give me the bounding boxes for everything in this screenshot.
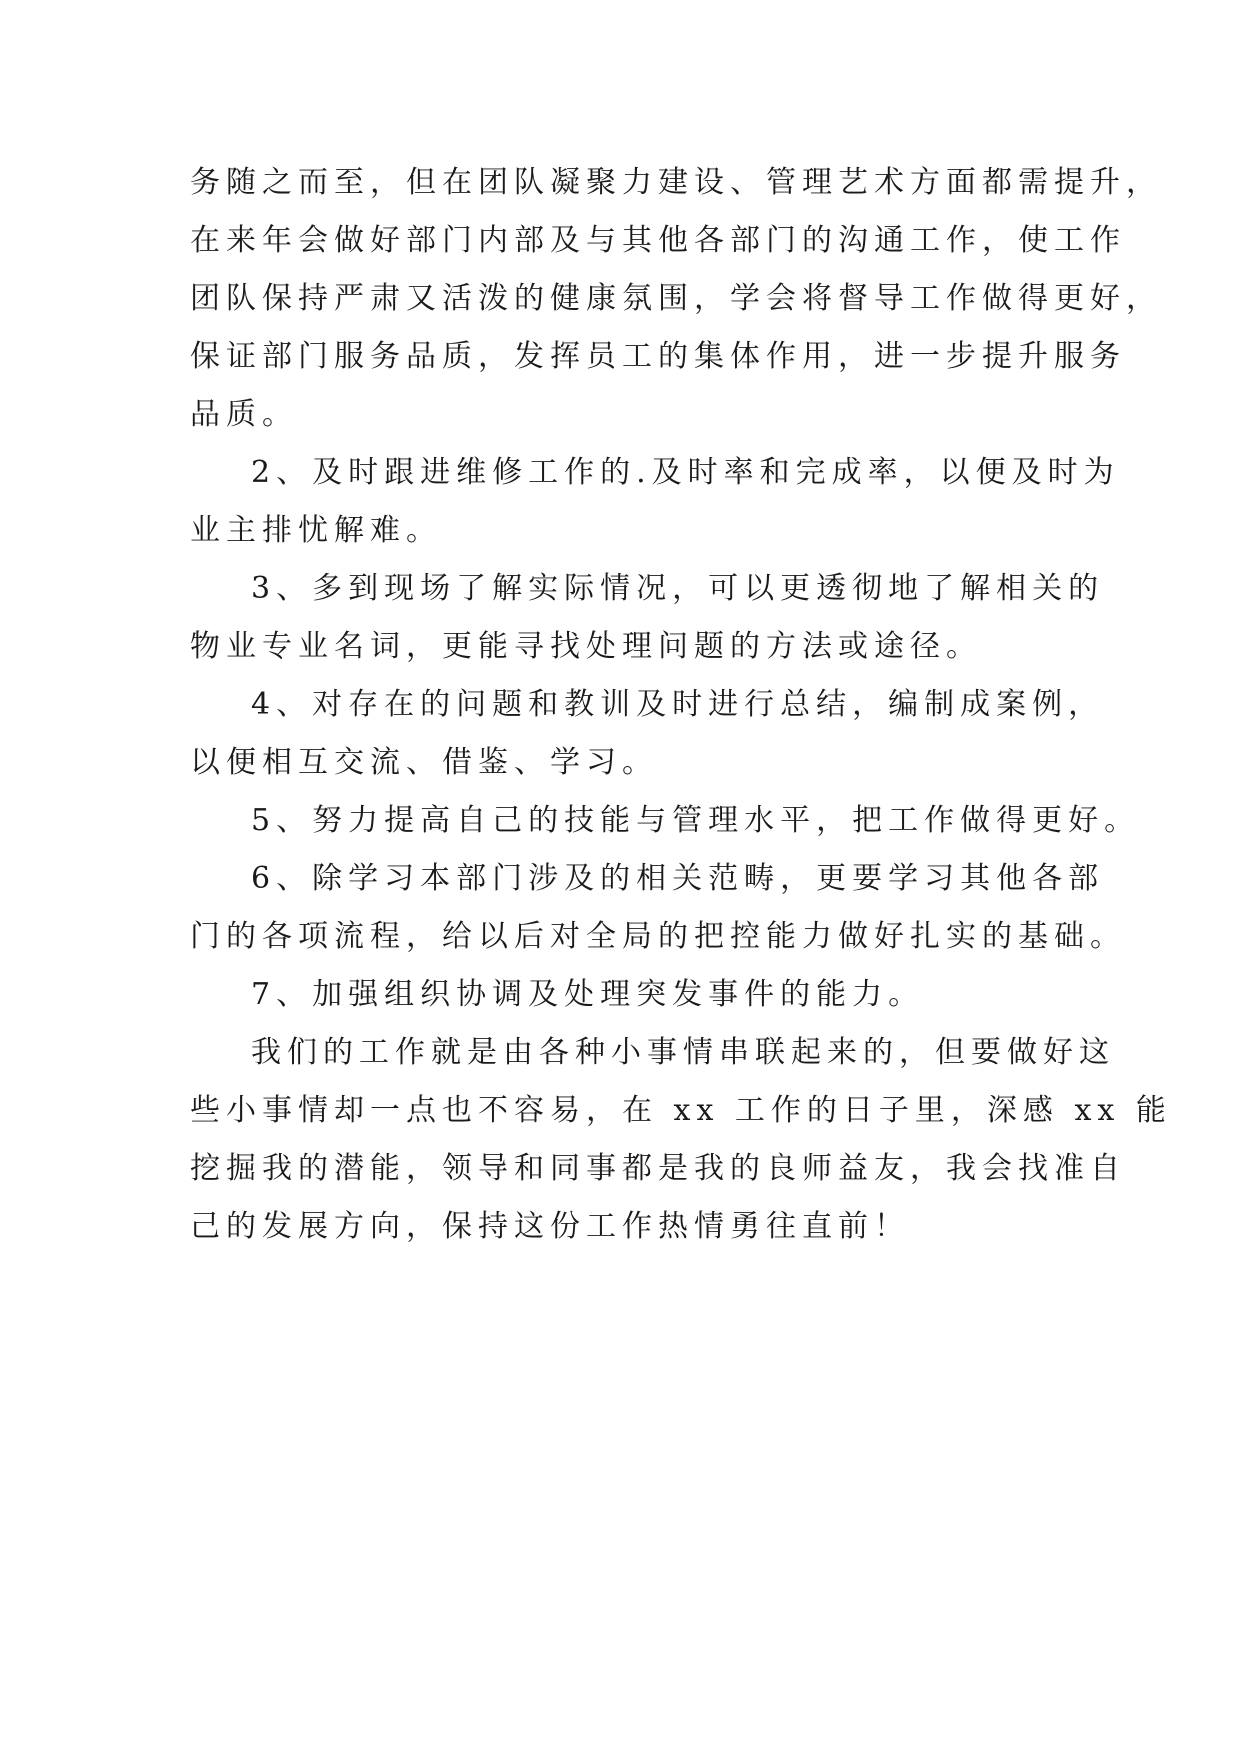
paragraph-line: 业主排忧解难。	[190, 513, 442, 548]
paragraph-line: 4、对存在的问题和教训及时进行总结，编制成案例，	[251, 687, 1105, 722]
paragraph-line: 以便相互交流、借鉴、学习。	[190, 745, 658, 780]
paragraph-line: 保证部门服务品质，发挥员工的集体作用，进一步提升服务	[190, 339, 1126, 374]
paragraph-line: 6、除学习本部门涉及的相关范畴，更要学习其他各部	[251, 861, 1105, 896]
paragraph-8	[190, 1024, 1172, 1256]
paragraph-5	[190, 792, 1141, 850]
paragraph-line: 些小事情却一点也不容易，在 xx 工作的日子里，深感 xx 能	[190, 1093, 1172, 1128]
paragraph-line: 物业专业名词，更能寻找处理问题的方法或途径。	[190, 629, 982, 664]
document-body	[190, 154, 1172, 1256]
paragraph-line: 7、加强组织协调及处理突发事件的能力。	[251, 977, 925, 1012]
paragraph-line: 己的发展方向，保持这份工作热情勇往直前！	[190, 1209, 910, 1244]
paragraph-4	[190, 676, 1105, 792]
paragraph-line: 挖掘我的潜能，领导和同事都是我的良师益友，我会找准自	[190, 1151, 1126, 1186]
paragraph-1	[190, 154, 1162, 444]
paragraph-line: 务随之而至，但在团队凝聚力建设、管理艺术方面都需提升，	[190, 165, 1162, 200]
paragraph-2	[190, 444, 1120, 560]
paragraph-line: 团队保持严肃又活泼的健康氛围，学会将督导工作做得更好，	[190, 281, 1162, 316]
paragraph-line: 5、努力提高自己的技能与管理水平，把工作做得更好。	[251, 803, 1141, 838]
paragraph-line: 门的各项流程，给以后对全局的把控能力做好扎实的基础。	[190, 919, 1126, 954]
paragraph-6	[190, 850, 1126, 966]
paragraph-line: 品质。	[190, 397, 298, 432]
paragraph-line: 在来年会做好部门内部及与其他各部门的沟通工作，使工作	[190, 223, 1126, 258]
paragraph-line: 2、及时跟进维修工作的.及时率和完成率，以便及时为	[251, 455, 1120, 490]
paragraph-7	[190, 966, 1090, 1024]
paragraph-line: 3、多到现场了解实际情况，可以更透彻地了解相关的	[251, 571, 1105, 606]
paragraph-3	[190, 560, 1105, 676]
paragraph-line: 我们的工作就是由各种小事情串联起来的，但要做好这	[251, 1035, 1115, 1070]
